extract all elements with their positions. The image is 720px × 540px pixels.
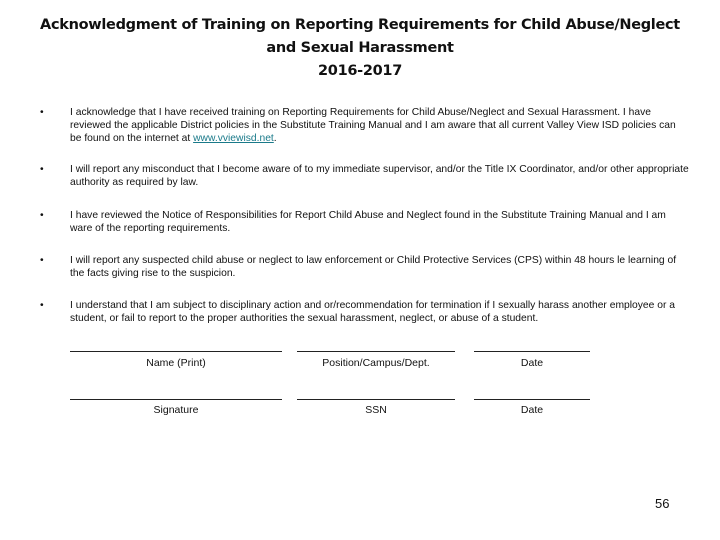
bullet-text: I will report any suspected child abuse or neglect to law enforcement or Child Protective Services (CPS) within 48 hours le learning of the facts giving rise to the suspicion. [70,255,677,279]
date-label-2: Date [520,404,544,416]
bullet-icon: • [40,210,44,221]
date-signature-line[interactable] [474,351,590,352]
title-line-1: Acknowledgment of Training on Reporting Requirements for Child Abuse/Neglect [40,17,680,33]
ssn-label: SSN [365,404,387,416]
date-line-2[interactable] [474,399,590,400]
bullet-text: I will report any misconduct that I become aware of to my immediate supervisor, and/or the Title IX Coordinator, and/or other appropriate authority as required by law. [70,164,689,188]
title-line-2: and Sexual Harassment [266,40,454,56]
website-link[interactable]: www.vviewisd.net [193,133,274,144]
title-line-3: 2016-2017 [317,63,403,79]
ssn-line[interactable] [297,399,455,400]
bullet-icon: • [40,255,44,266]
page-number: 56 [655,496,670,511]
bullet-text: I acknowledge that I have received training on Reporting Requirements for Child Abuse/Neglect and Sexual Harassment. I have reviewed the applicable District policies in the Substitute Training Manual and I am aware that all current Valley View ISD policies can be found on the internet at [70,107,676,144]
document-title [0,14,720,83]
bullet-text: I have reviewed the Notice of Responsibilities for Report Child Abuse and Neglect found in the Substitute Training Manual and I am ware of the reporting requirements. [70,210,666,234]
bullet-text-end: . [273,133,277,144]
signature-line[interactable] [70,399,282,400]
name-signature-line[interactable] [70,351,282,352]
position-label: Position/Campus/Dept. [322,357,430,369]
bullet-icon: • [40,107,44,118]
bullet-icon: • [40,164,44,175]
date-label: Date [520,357,544,369]
signature-label: Signature [153,404,199,416]
bullet-text: I understand that I am subject to disciplinary action and or/recommendation for termination if I sexually harass another employee or a student, or fail to report to the proper authorities the sexual harassment, neglect, or abuse of a student. [70,300,675,324]
bullet-icon: • [40,300,44,311]
position-signature-line[interactable] [297,351,455,352]
name-label: Name (Print) [146,357,206,369]
